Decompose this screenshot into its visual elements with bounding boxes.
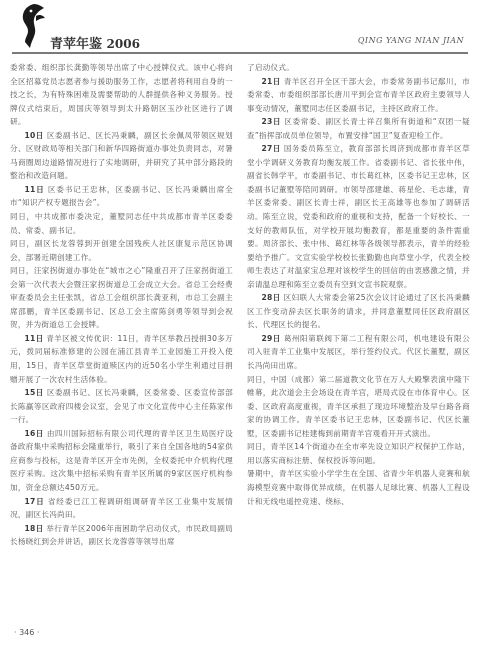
paragraph-text: 区委副书记、区长冯秉麟，副区长余佩凤带领区规划分、区财政局等相关部门和新华四路街道办事处负责同志，对暑马商圈周边道路情况进行了实地调研，并研究了其中部分路段的整治和改造问题。 xyxy=(10,130,233,181)
paragraph xyxy=(10,183,233,210)
page-header xyxy=(12,0,468,56)
paragraph xyxy=(247,440,470,467)
paragraph xyxy=(10,237,233,264)
entry-date: 11日 xyxy=(24,333,44,343)
entry-date: 18日 xyxy=(24,523,44,533)
paragraph-text: 同日，中国（成都）第二届道教文化节在万人大殿擎表演中隆下帷幕，此次道会主会场设在青羊宫，堪局式设在市体育中心。区委、区政府高度重视，青羊区承担了现边环境整治及早台路各商家的协调工作。青羊区委书记王忠林，区委副书记、代区长董墅，区委副书记桂建梅到前期青羊宫观看开开式演出。 xyxy=(247,374,470,438)
entry-date: 27日 xyxy=(261,144,281,154)
entry-date: 29日 xyxy=(261,333,281,343)
paragraph-text: 同日，汪家拐街道办事处在“城市之心”隆重召开了汪家拐街道工会第一次代表大会暨汪家拐街道总工会成立大会。省总工会经费审查委员会主任张凯，省总工会组织部长龚亚利，市总工会副主席邵鹏，青羊区委副书记、区总工会主席陈剑勇等领导到会祝贺，并为街道总工会授牌。 xyxy=(10,266,233,330)
entry-date: 21日 xyxy=(261,76,281,86)
paragraph-text: 葛州阳第联阀下第二工程有限公司，机电建设有限公司入驻青羊工业集中发展区，举行签约仪式。代区长董墅，副区长冯尚田出席。 xyxy=(247,333,470,371)
paragraph xyxy=(247,142,470,291)
paragraph xyxy=(10,61,233,129)
entry-date: 15日 xyxy=(24,388,44,398)
paragraph xyxy=(247,373,470,441)
yearbook-title-text: 青苹年鉴 xyxy=(50,37,103,52)
paragraph-text: 省经委已江工程调研组调研青羊区工业集中发展情况，副区长冯尚田。 xyxy=(10,496,233,520)
entry-date: 17日 xyxy=(24,496,45,506)
paragraph-text: 委常委、组织部长龚勤等领导出席了中心授牌仪式。该中心将向全区招募党员志愿者参与援助服务工作，志愿者将利用自身的一技之长，为有特殊困难及需要帮助的人群提供各种义务服务。授牌仪式结束后，周国庆等领导到太升路朝区玉沙社区进行了调研。 xyxy=(10,63,233,127)
paragraph-text: 由四川国际招标有限公司代理的青羊区卫生局医疗设备政府集中采购招标会隆重举行，吸引了来自全国各地的54家供应商参与投标，这是青羊区开全市先例，全权委托中介机构代理医疗采购。这次集中招标采购有青羊区所属的9家区医疗机构参加，资金总额达450万元。 xyxy=(10,428,233,492)
paragraph-text: 青羊区被文传优识：11日，青羊区举教吕授捐30多万元，拨同届标准修建的公园在浦江县青羊工业园施工开投入使用，15日，青羊区草堂街道赎区内的近50名小学生利通过目捐赠开展了一次农村生活体验。 xyxy=(10,333,233,384)
paragraph-text: 青羊区召开全区干部大会，市委常务副书记鄢川，市委常委、市委组织部部长唐川平到会宣布青羊区政府主要领导人事变动情况，董墅同志任区委副书记，主持区政府工作。 xyxy=(247,76,470,113)
paragraph xyxy=(10,332,233,386)
left-column xyxy=(10,61,233,613)
entry-date: 16日 xyxy=(24,428,44,438)
paragraph xyxy=(247,332,470,373)
entry-date: 23日 xyxy=(261,117,282,127)
entry-date: 10日 xyxy=(24,130,44,140)
entry-date: 28日 xyxy=(261,293,281,303)
paragraph xyxy=(10,522,233,549)
yearbook-logo-icon xyxy=(14,2,48,50)
paragraph xyxy=(247,291,470,332)
paragraph-text: 了启动仪式。 xyxy=(247,63,295,72)
paragraph xyxy=(10,495,233,522)
paragraph-text: 暑期中，青羊区实验小学学生在全国、省青少年机器人竞赛和航海模型竞赛中取得优异成绩，在机器人足球比赛、机器人工程设计和无线电遥控竞速、绕标、 xyxy=(247,469,470,506)
paragraph-text: 同日，中共成都市委决定，董墅同志任中共成都市青羊区委委员、常委、副书记。 xyxy=(10,212,233,235)
text-columns xyxy=(10,61,470,613)
paragraph xyxy=(247,75,470,116)
yearbook-title-pinyin: QING YANG NIAN JIAN xyxy=(357,36,464,45)
paragraph-text: 区委副书记、区长冯秉麟，区委常委、区委宣传部部长陈赢等区政府四楼会议室，会见了市文化宣传中心主任陈家伟一行。 xyxy=(10,388,233,425)
paragraph xyxy=(10,427,233,495)
paragraph xyxy=(10,386,233,427)
paragraph-text: 区妇联人大常委会第25次会议讨论通过了区长冯秉麟区工作变动辞去区长职务的请求，并同意董墅同任区政府副区长、代理区长的提名。 xyxy=(247,293,470,330)
paragraph-text: 国务委员陈至立，教育部部长周济到成都市青羊区草堂小学调研义务教育均衡发展工作。省委副书记、省长张中伟，副省长韩学平，市委副书记、市长葛红林，区委书记王忠林，区委副书记董墅等陪同调研。市领导邵建雄、蒋星伦、毛志雄，青羊区委常委、副区长青士祥，副区长王高雄等也参加了调研活动。陈至立说，党委和政府的重视和支持，配备一个好校长、一支好的教师队伍，对学校开展均衡教育，都是重要的条件需重要。周济部长、张中伟、葛红林等各级领导都表示，青羊的经验要给予推广。文宣实验学校校长张勤勤也向草堂小学，代表全校师生表达了对温家宝总理对该校学生的回信的由衷感激之情，并亲请温总理和陈至立委员有空到文宣书院观察。 xyxy=(247,144,470,289)
yearbook-title xyxy=(50,33,140,52)
yearbook-year: 2006 xyxy=(106,37,140,51)
paragraph xyxy=(247,115,470,142)
paragraph-text: 同日，副区长龙蓉蓉到开创建全国残疾人社区康复示范区协调会，部署近期创建工作。 xyxy=(10,239,233,262)
right-column xyxy=(247,61,470,613)
page-number: · 346 · xyxy=(14,628,40,637)
entry-date: 11日 xyxy=(24,184,45,194)
paragraph xyxy=(10,210,233,237)
paragraph-text: 举行青羊区2006年南困助学启动仪式，市民政局副局长杨晓红到会并讲话，副区长龙蓉蓉等领导出席 xyxy=(10,523,233,547)
paragraph-text: 区委常委、副区长青士祥召集所有街道和“双团一疑查”指挥部成员单位领导，布置安排“国卫”复查迎检工作。 xyxy=(247,117,470,140)
paragraph xyxy=(247,467,470,508)
paragraph xyxy=(10,129,233,183)
header-divider xyxy=(12,52,468,54)
paragraph-text: 区委书记王忠林，区委副书记、区长冯秉麟出席全市“知识产权专题报告会”。 xyxy=(10,184,233,208)
paragraph-text: 同日，青羊区14个街道办在全市率先设立知识产权保护工作站，用以落实商标注册、保权投诉等问题。 xyxy=(247,442,470,465)
paragraph xyxy=(247,61,470,75)
paragraph xyxy=(10,264,233,332)
